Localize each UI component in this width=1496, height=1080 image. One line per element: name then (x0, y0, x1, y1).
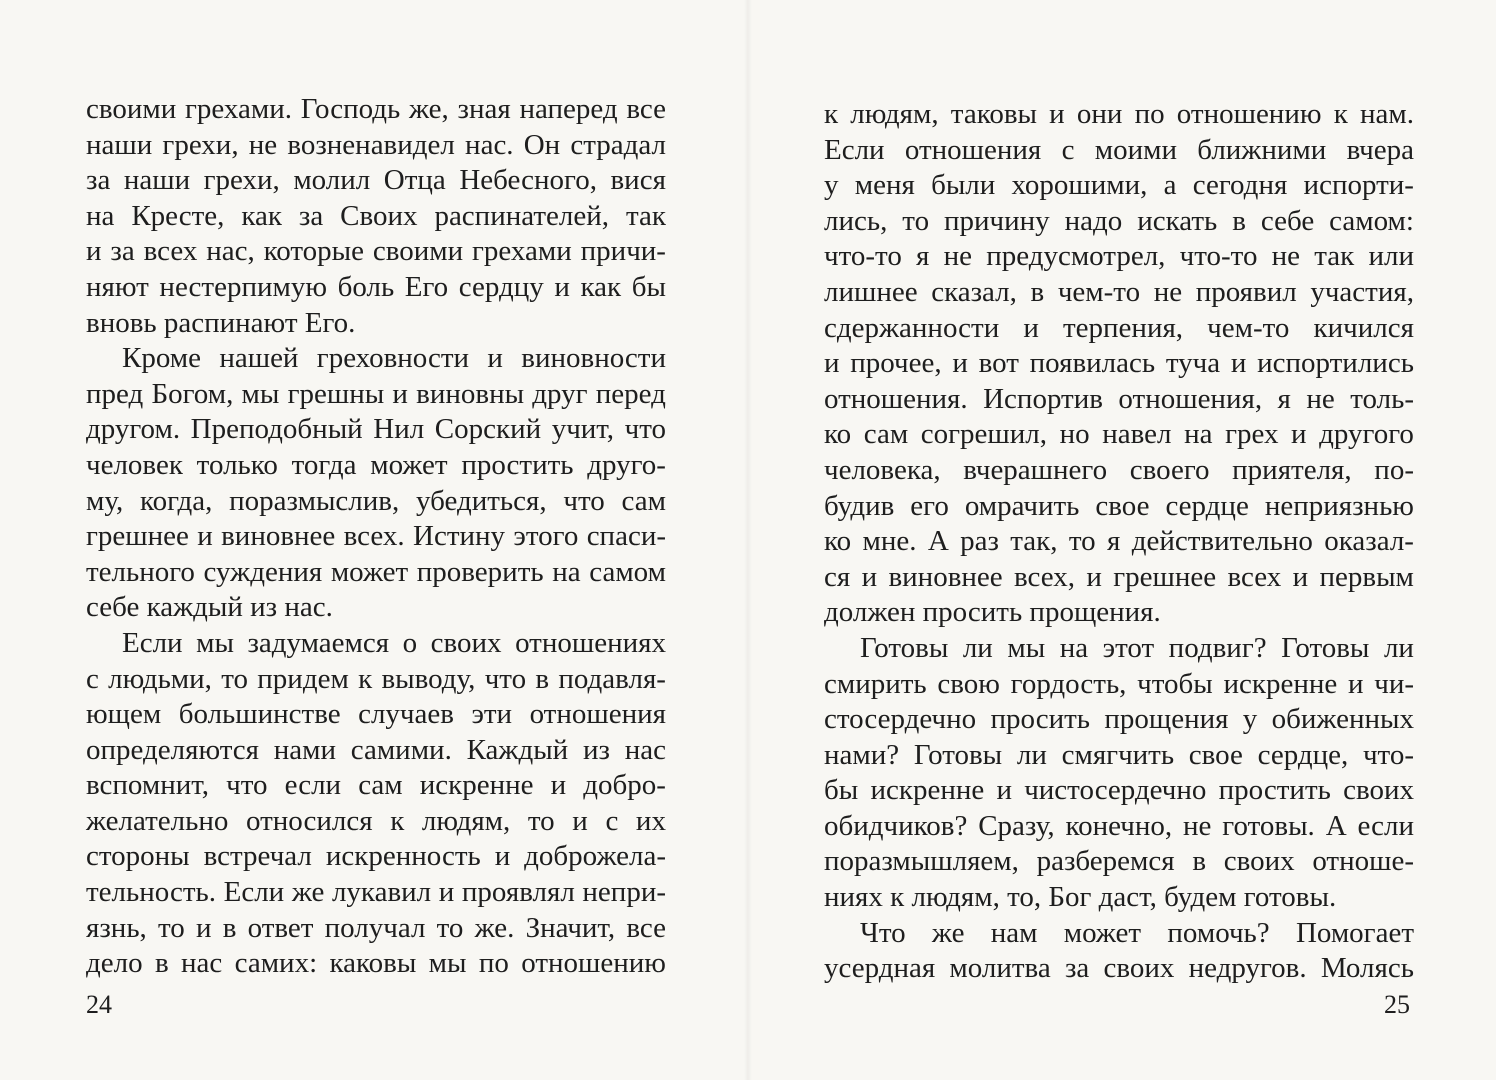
text-line: Кроме нашей греховности и виновности (122, 342, 666, 375)
text-line: Готовы ли мы на этот подвиг? Готовы ли (860, 631, 1414, 664)
text-line: вспомнит, что если сам искренне и добро- (86, 769, 666, 802)
text-line: грешнее и виновнее всех. Истину этого спаси- (86, 520, 666, 553)
text-line: своими грехами. Господь же, зная наперед все (86, 93, 666, 125)
text-line: и за всех нас, которые своими грехами причи- (86, 235, 666, 268)
text-line: стосердечно просить прощения у обиженных (824, 703, 1414, 736)
left-page-number: 24 (86, 990, 112, 1019)
text-line: с людьми, то придем к выводу, что в подавля- (86, 662, 666, 695)
text-line: ниях к людям, то, Бог даст, будем готовы. (824, 881, 1337, 914)
right-page-number: 25 (1384, 990, 1410, 1019)
text-line: стороны встречал искренность и доброжела- (86, 840, 666, 873)
text-line: будив его омрачить свое сердце неприязнью (824, 489, 1414, 522)
text-line: поразмышляем, разберемся в своих отноше- (824, 845, 1414, 878)
text-line: дело в нас самих: каковы мы по отношению (86, 947, 666, 980)
text-line: тельного суждения может проверить на самом (86, 555, 666, 588)
text-line: себе каждый из нас. (86, 591, 333, 624)
text-line: смирить свою гордость, чтобы искренне и чи- (824, 667, 1414, 700)
right-page-text (824, 97, 1414, 987)
text-line: тельность. Если же лукавил и проявлял непри- (86, 876, 666, 909)
text-line: вновь распинают Его. (86, 306, 356, 339)
text-line: сдержанности и терпения, чем-то кичился (824, 311, 1414, 344)
text-line: на Кресте, как за Своих распинателей, так (86, 199, 666, 232)
text-line: что-то я не предусмотрел, что-то не так или (824, 240, 1414, 273)
text-line: Если отношения с моими ближними вчера (824, 133, 1414, 166)
text-line: усердная молитва за своих недругов. Молясь (824, 952, 1414, 985)
text-line: Что же нам может помочь? Помогает (860, 916, 1414, 949)
text-line: бы искренне и чистосердечно простить своих (824, 774, 1414, 807)
text-line: язнь, то и в ответ получал то же. Значит, все (86, 911, 666, 944)
text-line: другом. Преподобный Нил Сорский учит, что (86, 413, 666, 446)
text-line: лись, то причину надо искать в себе самом: (824, 204, 1414, 237)
text-line: ко мне. А раз так, то я действительно оказал- (824, 525, 1414, 558)
text-line: няют нестерпимую боль Его сердцу и как бы (86, 270, 666, 303)
text-line: Если мы задумаемся о своих отношениях (122, 626, 666, 659)
text-line: человек только тогда может простить друго- (86, 448, 666, 481)
text-line: обидчиков? Сразу, конечно, не готовы. А если (824, 809, 1414, 842)
text-line: отношения. Испортив отношения, я не толь- (824, 382, 1414, 415)
text-line: должен просить прощения. (824, 596, 1161, 629)
text-line: му, когда, поразмыслив, убедиться, что сам (86, 484, 666, 517)
text-line: у меня были хорошими, а сегодня испорти- (824, 169, 1414, 202)
book-gutter (744, 0, 752, 1080)
text-line: наши грехи, не возненавидел нас. Он страдал (86, 128, 666, 161)
text-line: ся и виновнее всех, и грешнее всех и первым (824, 560, 1414, 593)
text-line: за наши грехи, молил Отца Небесного, вися (86, 164, 666, 197)
text-line: ко сам согрешил, но навел на грех и другого (824, 418, 1414, 451)
text-line: пред Богом, мы грешны и виновны друг перед (86, 377, 666, 410)
text-line: ющем большинстве случаев эти отношения (86, 698, 666, 731)
text-line: лишнее сказал, в чем-то не проявил участия, (824, 275, 1414, 308)
text-line: и прочее, и вот появилась туча и испортились (824, 347, 1414, 380)
left-page-text (86, 92, 666, 982)
text-line: человека, вчерашнего своего приятеля, по- (824, 453, 1414, 486)
text-line: к людям, таковы и они по отношению к нам. (824, 98, 1414, 130)
text-line: нами? Готовы ли смягчить свое сердце, что- (824, 738, 1414, 771)
text-line: определяются нами самими. Каждый из нас (86, 733, 666, 766)
text-line: желательно относился к людям, то и с их (86, 804, 666, 837)
